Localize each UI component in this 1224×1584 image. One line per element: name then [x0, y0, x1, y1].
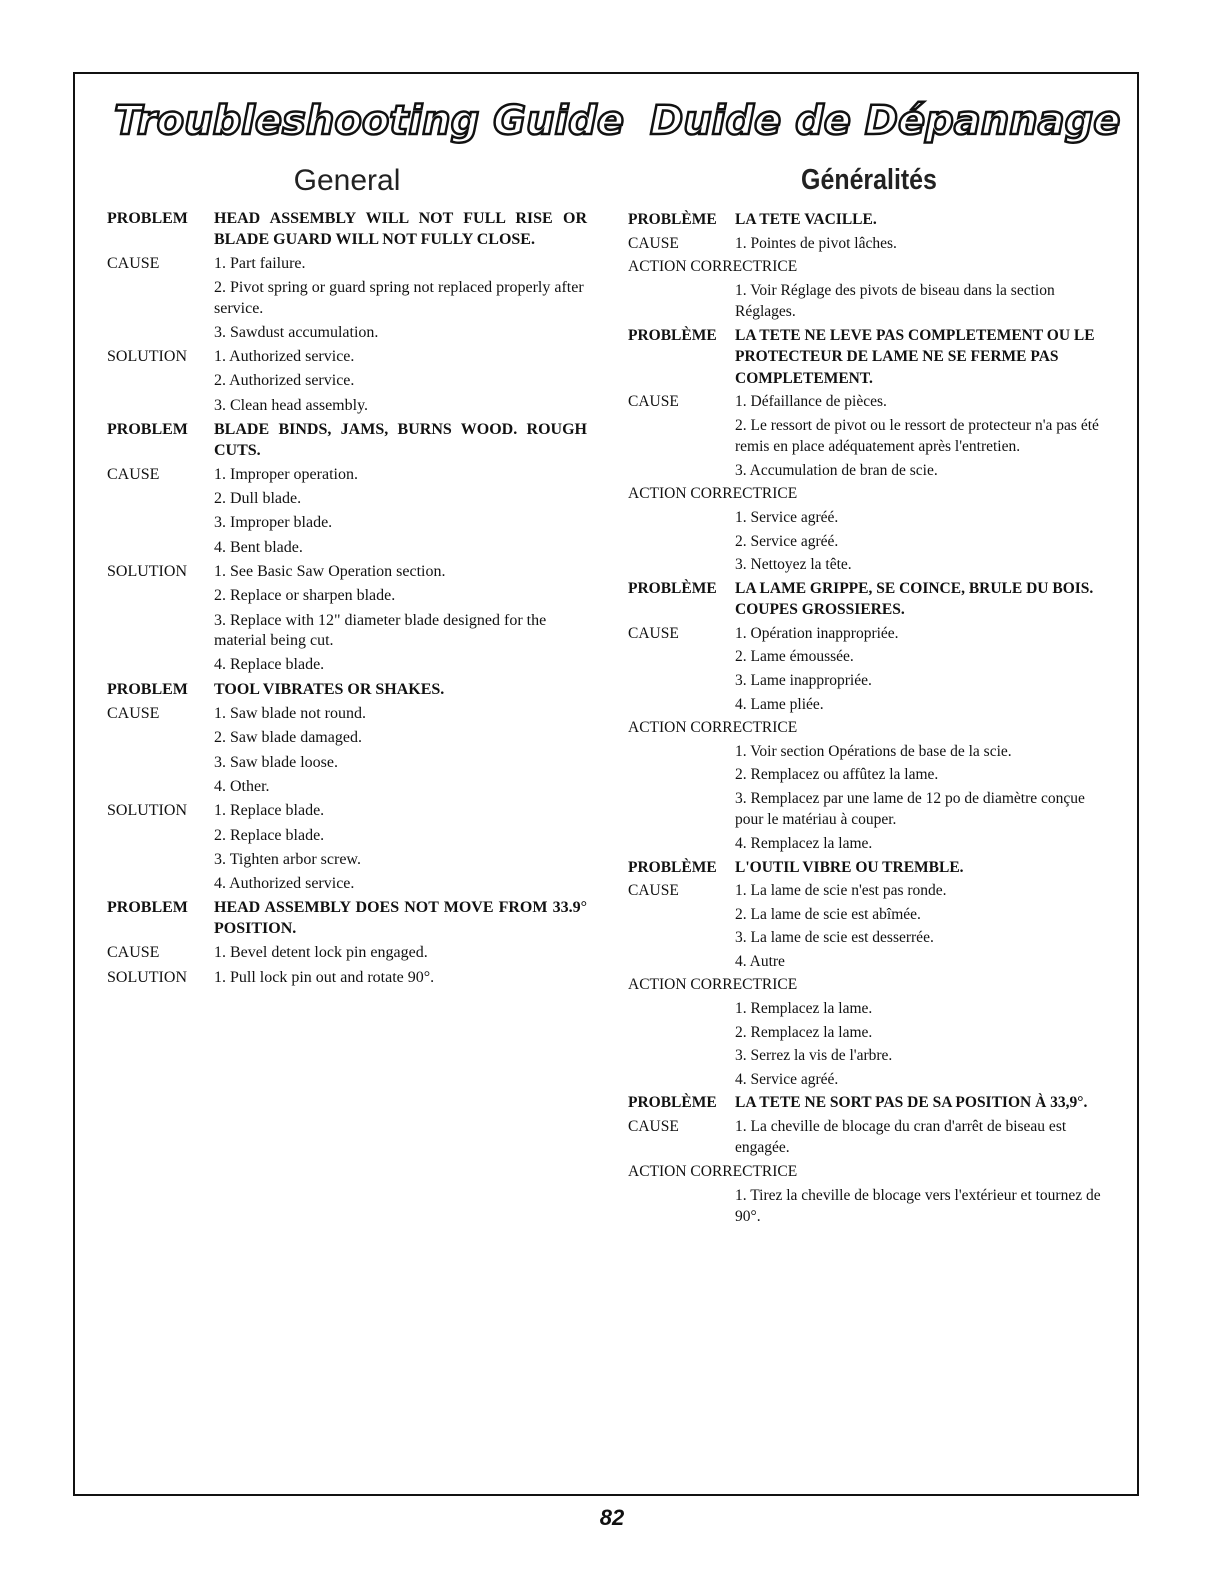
- action-corrective-item-text: 1. Tirez la cheville de blocage vers l'extérieur et tournez de 90°.: [735, 1186, 1101, 1226]
- cause-fr-item: [628, 623, 1110, 644]
- cause-fr-item-text: 1. Défaillance de pièces.: [735, 393, 887, 411]
- cause-label: CAUSE: [107, 465, 160, 483]
- action-corrective-item-text: 1. Voir section Opérations de base de la scie.: [735, 742, 1012, 760]
- cause-item-text: 2. Saw blade damaged.: [214, 729, 362, 747]
- spacer: [628, 646, 735, 667]
- solution-item: [107, 850, 587, 871]
- title-french: Duide de Dépannage: [650, 98, 1121, 144]
- cause-fr-item: [628, 951, 1110, 972]
- action-corrective-item-text: 2. Remplacez ou affûtez la lame.: [735, 766, 939, 784]
- probleme-text: LA TETE NE LEVE PAS COMPLETEMENT OU LE PROTECTEUR DE LAME NE SE FERME PAS COMPLETEMENT.: [735, 326, 1095, 387]
- problem-label: PROBLEM: [107, 680, 188, 698]
- action-corrective-item: [628, 1069, 1110, 1090]
- problem-text: HEAD ASSEMBLY WILL NOT FULL RISE OR BLADE GUARD WILL NOT FULLY CLOSE.: [214, 210, 587, 248]
- problem-row: [107, 680, 587, 701]
- solution-item-text: 4. Replace blade.: [214, 656, 325, 674]
- solution-item: [107, 801, 587, 822]
- action-corrective-item-text: 3. Remplacez par une lame de 12 po de diamètre conçue pour le matériau à couper.: [735, 789, 1085, 829]
- cause-fr-item: [628, 694, 1110, 715]
- spacer: [107, 826, 214, 847]
- cause-fr-item: [628, 460, 1110, 481]
- problem-text: BLADE BINDS, JAMS, BURNS WOOD. ROUGH CUTS.: [214, 421, 587, 459]
- solution-item: [107, 611, 587, 652]
- problem-text: HEAD ASSEMBLY DOES NOT MOVE FROM 33.9° POSITION.: [214, 899, 587, 937]
- cause-fr-item-text: 4. Lame pliée.: [735, 695, 824, 713]
- action-corrective-item: [628, 1185, 1110, 1228]
- action-corrective-item-text: 3. Nettoyez la tête.: [735, 556, 852, 574]
- probleme-row: [628, 857, 1110, 878]
- cause-fr-item-text: 3. Accumulation de bran de scie.: [735, 461, 938, 479]
- action-corrective-item-text: 3. Serrez la vis de l'arbre.: [735, 1047, 893, 1065]
- action-corrective-label: ACTION CORRECTRICE: [628, 258, 798, 276]
- spacer: [107, 513, 214, 534]
- spacer: [107, 874, 214, 895]
- action-corrective-item-text: 2. Service agréé.: [735, 532, 839, 550]
- probleme-row: [628, 325, 1110, 389]
- cause-item-text: 4. Other.: [214, 777, 270, 795]
- cause-item-text: 3. Saw blade loose.: [214, 753, 338, 771]
- spacer: [107, 586, 214, 607]
- problem-row: [107, 209, 587, 250]
- cause-fr-item-text: 1. La cheville de blocage du cran d'arrêt de biseau est engagée.: [735, 1118, 1067, 1157]
- problem-text: TOOL VIBRATES OR SHAKES.: [214, 680, 445, 698]
- cause-item: [107, 278, 587, 319]
- cause-label: CAUSE: [107, 254, 160, 272]
- cause-item-text: 2. Pivot spring or guard spring not replaced properly after service.: [214, 279, 584, 317]
- action-corrective-label: ACTION CORRECTRICE: [628, 1163, 798, 1181]
- spacer: [107, 278, 214, 319]
- subtitle-english: General: [293, 164, 401, 197]
- action-corrective-label: ACTION CORRECTRICE: [628, 719, 798, 737]
- action-corrective-item-text: 1. Voir Réglage des pivots de biseau dans la section Réglages.: [735, 281, 1055, 321]
- action-corrective-item: [628, 531, 1110, 552]
- spacer: [107, 323, 214, 344]
- spacer: [107, 850, 214, 871]
- solution-item: [107, 396, 587, 417]
- spacer: [628, 415, 735, 458]
- cause-item-text: 4. Bent blade.: [214, 538, 303, 556]
- spacer: [107, 753, 214, 774]
- cause-item-text: 1. Improper operation.: [214, 465, 358, 483]
- cause-fr-item: [628, 233, 1110, 254]
- solution-label: SOLUTION: [107, 802, 187, 820]
- action-corrective-label: ACTION CORRECTRICE: [628, 976, 798, 994]
- cause-item: [107, 538, 587, 559]
- cause-fr-item: [628, 415, 1110, 458]
- spacer: [628, 694, 735, 715]
- spacer: [628, 904, 735, 925]
- probleme-text: LA TETE NE SORT PAS DE SA POSITION À 33,9°.: [735, 1094, 1088, 1112]
- solution-item-text: 1. See Basic Saw Operation section.: [214, 563, 446, 581]
- solution-item-text: 2. Authorized service.: [214, 372, 355, 390]
- action-corrective-item-text: 2. Remplacez la lame.: [735, 1023, 873, 1041]
- spacer: [107, 371, 214, 392]
- cause-fr-item-text: 1. La lame de scie n'est pas ronde.: [735, 882, 947, 900]
- action-corrective-item-text: 1. Remplacez la lame.: [735, 1000, 873, 1018]
- problem-label: PROBLEM: [107, 899, 188, 917]
- cause-item-text: 3. Improper blade.: [214, 514, 333, 532]
- solution-item: [107, 586, 587, 607]
- cause-item: [107, 513, 587, 534]
- subtitle-french: Généralités: [801, 164, 937, 196]
- cause-fr-item: [628, 927, 1110, 948]
- probleme-label: PROBLÈME: [628, 858, 717, 876]
- cause-item: [107, 943, 587, 964]
- cause-item-text: 1. Bevel detent lock pin engaged.: [214, 944, 428, 962]
- probleme-label: PROBLÈME: [628, 579, 717, 597]
- cause-fr-item-text: 1. Opération inappropriée.: [735, 624, 899, 642]
- cause-fr-item: [628, 670, 1110, 691]
- action-corrective-item: [628, 833, 1110, 854]
- probleme-text: L'OUTIL VIBRE OU TREMBLE.: [735, 858, 964, 876]
- cause-item: [107, 323, 587, 344]
- cause-fr-item: [628, 1116, 1110, 1159]
- cause-item: [107, 753, 587, 774]
- action-corrective-item: [628, 741, 1110, 762]
- action-corrective-item: [628, 1045, 1110, 1066]
- solution-item-text: 3. Replace with 12" diameter blade designed for the material being cut.: [214, 611, 547, 650]
- title-english: Troubleshooting Guide: [114, 98, 624, 144]
- spacer: [628, 951, 735, 972]
- cause-fr-label: CAUSE: [628, 393, 679, 411]
- solution-item: [107, 968, 587, 989]
- solution-item: [107, 826, 587, 847]
- cause-fr-item: [628, 391, 1110, 412]
- solution-item-text: 4. Authorized service.: [214, 875, 355, 893]
- action-corrective-item-text: 1. Service agréé.: [735, 508, 839, 526]
- cause-fr-item-text: 1. Pointes de pivot lâches.: [735, 234, 897, 252]
- probleme-text: LA LAME GRIPPE, SE COINCE, BRULE DU BOIS. COUPES GROSSIERES.: [735, 579, 1094, 619]
- solution-item-text: 1. Replace blade.: [214, 802, 325, 820]
- probleme-label: PROBLÈME: [628, 1094, 717, 1112]
- probleme-row: [628, 578, 1110, 621]
- solution-label: SOLUTION: [107, 563, 187, 581]
- solution-label: SOLUTION: [107, 968, 187, 986]
- cause-fr-item: [628, 880, 1110, 901]
- solution-item-text: 3. Clean head assembly.: [214, 396, 369, 414]
- spacer: [628, 460, 735, 481]
- french-troubleshooting-list: [628, 209, 1110, 1230]
- cause-item: [107, 254, 587, 275]
- spacer: [628, 670, 735, 691]
- action-corrective-item: [628, 1022, 1110, 1043]
- action-corrective-item-text: 4. Service agréé.: [735, 1070, 839, 1088]
- problem-label: PROBLEM: [107, 421, 188, 439]
- cause-fr-item-text: 2. La lame de scie est abîmée.: [735, 905, 921, 923]
- solution-label: SOLUTION: [107, 348, 187, 366]
- cause-item-text: 1. Part failure.: [214, 254, 306, 272]
- action-corrective-item: [628, 788, 1110, 831]
- problem-row: [107, 898, 587, 939]
- cause-item: [107, 704, 587, 725]
- solution-item: [107, 874, 587, 895]
- solution-item-text: 1. Pull lock pin out and rotate 90°.: [214, 968, 435, 986]
- cause-fr-label: CAUSE: [628, 624, 679, 642]
- cause-fr-item-text: 3. Lame inappropriée.: [735, 671, 872, 689]
- cause-item-text: 2. Dull blade.: [214, 490, 302, 508]
- cause-fr-item: [628, 904, 1110, 925]
- probleme-text: LA TETE VACILLE.: [735, 211, 877, 228]
- cause-label: CAUSE: [107, 705, 160, 723]
- action-corrective-item: [628, 554, 1110, 575]
- problem-label: PROBLEM: [107, 210, 188, 227]
- probleme-label: PROBLÈME: [628, 211, 717, 228]
- solution-item: [107, 347, 587, 368]
- cause-fr-item-text: 4. Autre: [735, 952, 785, 970]
- cause-item: [107, 777, 587, 798]
- cause-fr-label: CAUSE: [628, 1118, 679, 1136]
- english-troubleshooting-list: [107, 209, 587, 992]
- action-corrective-label: ACTION CORRECTRICE: [628, 485, 798, 503]
- action-corrective-item: [628, 507, 1110, 528]
- solution-item: [107, 371, 587, 392]
- probleme-label: PROBLÈME: [628, 326, 717, 344]
- cause-item-text: 3. Sawdust accumulation.: [214, 323, 379, 341]
- action-corrective-item: [628, 998, 1110, 1019]
- solution-item-text: 3. Tighten arbor screw.: [214, 850, 361, 868]
- cause-item: [107, 465, 587, 486]
- page-number: 82: [599, 1505, 625, 1530]
- spacer: [107, 611, 214, 652]
- solution-item-text: 2. Replace blade.: [214, 826, 325, 844]
- solution-item: [107, 562, 587, 583]
- action-corrective-item: [628, 764, 1110, 785]
- cause-fr-item-text: 3. La lame de scie est desserrée.: [735, 929, 934, 947]
- probleme-row: [628, 1092, 1110, 1113]
- spacer: [107, 489, 214, 510]
- cause-fr-item-text: 2. Lame émoussée.: [735, 648, 854, 666]
- spacer: [628, 927, 735, 948]
- spacer: [107, 655, 214, 676]
- action-corrective-item: [628, 280, 1110, 323]
- cause-item: [107, 728, 587, 749]
- spacer: [107, 538, 214, 559]
- probleme-row: [628, 209, 1110, 230]
- problem-row: [107, 420, 587, 461]
- cause-fr-label: CAUSE: [628, 882, 679, 900]
- spacer: [107, 396, 214, 417]
- cause-item: [107, 489, 587, 510]
- cause-fr-item: [628, 646, 1110, 667]
- cause-item-text: 1. Saw blade not round.: [214, 705, 366, 723]
- solution-item-text: 1. Authorized service.: [214, 348, 355, 366]
- cause-fr-item-text: 2. Le ressort de pivot ou le ressort de protecteur n'a pas été remis en place adéquatement après l'entretien.: [735, 416, 1099, 456]
- spacer: [107, 728, 214, 749]
- cause-label: CAUSE: [107, 944, 160, 962]
- spacer: [107, 777, 214, 798]
- solution-item-text: 2. Replace or sharpen blade.: [214, 587, 396, 605]
- cause-fr-label: CAUSE: [628, 234, 679, 252]
- action-corrective-item-text: 4. Remplacez la lame.: [735, 834, 873, 852]
- solution-item: [107, 655, 587, 676]
